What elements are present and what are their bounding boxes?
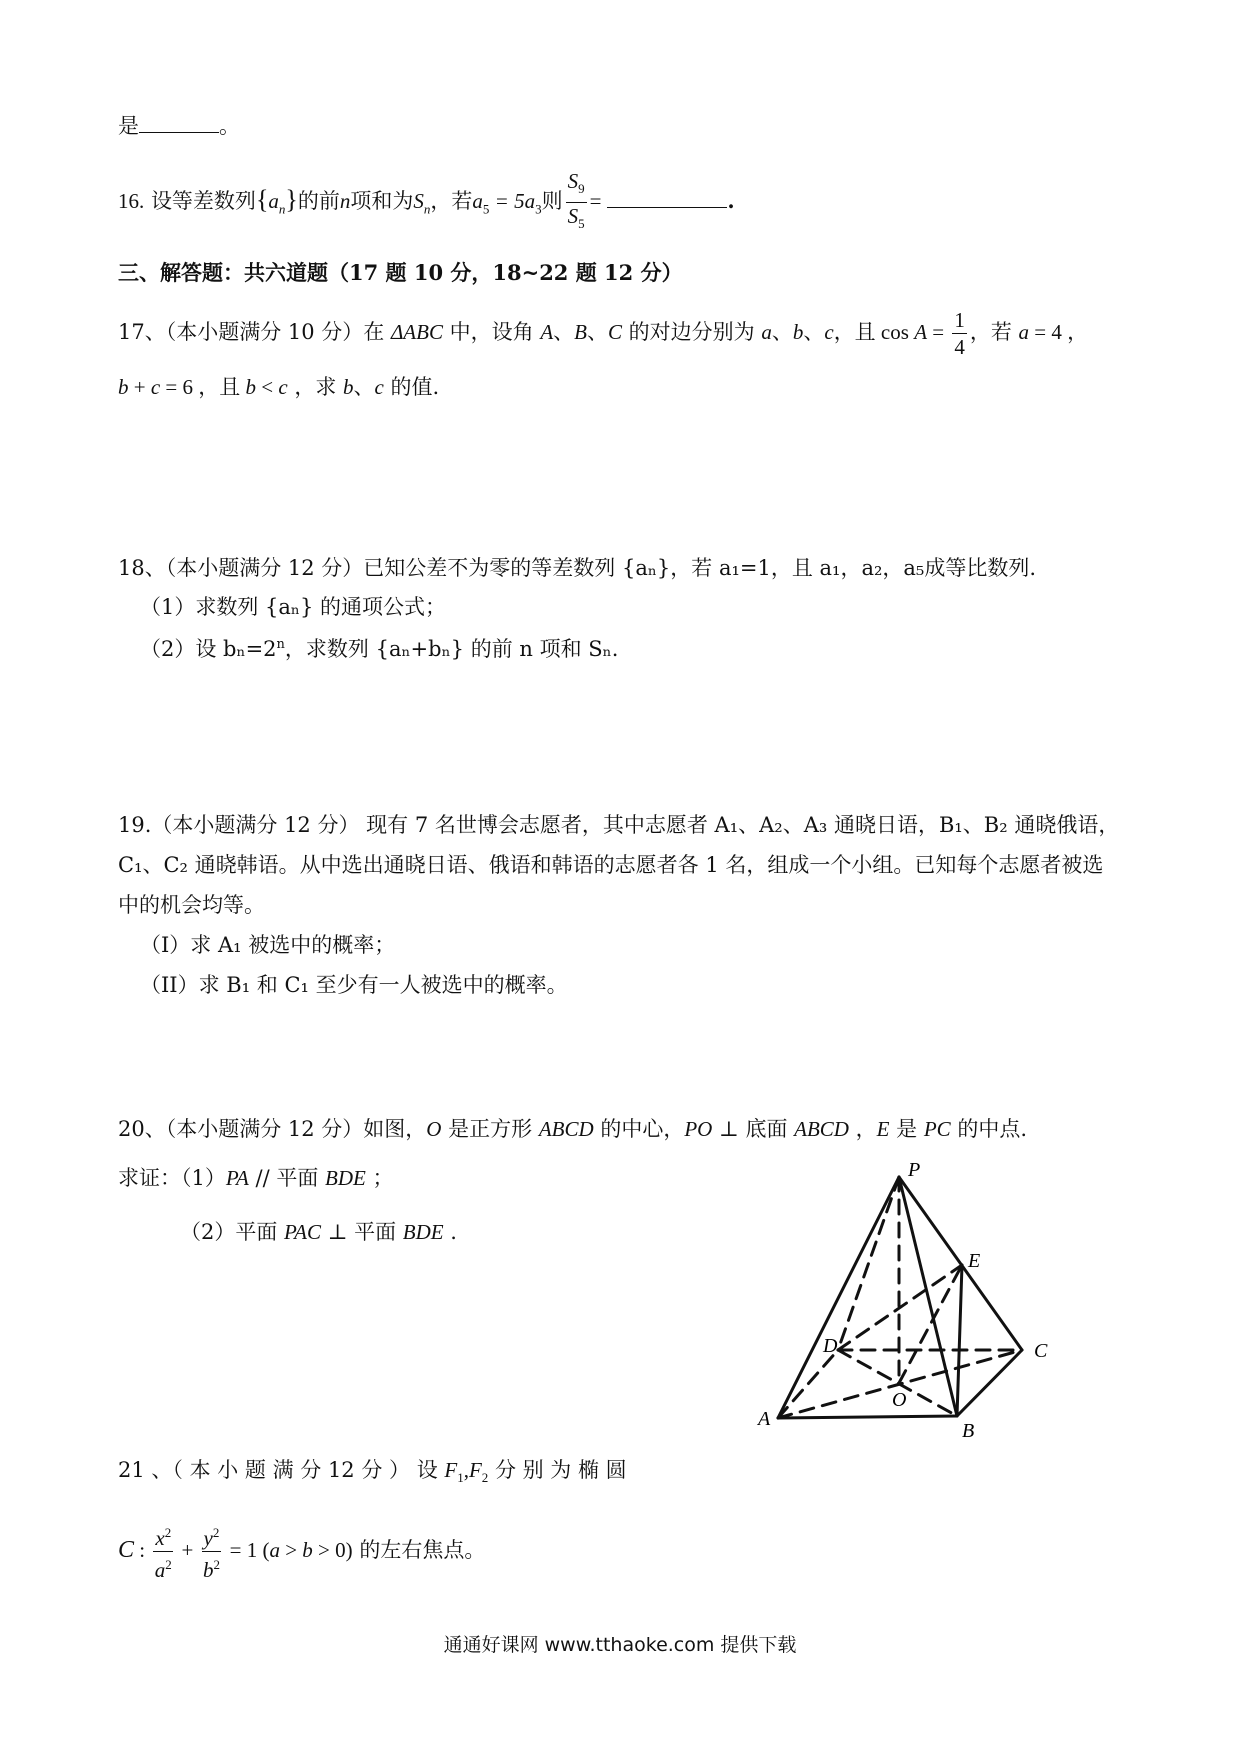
q17-l2-c2: c [278, 375, 288, 399]
q21-F2-sub: 2 [481, 1470, 489, 1486]
q17-l2-sep: 、 [353, 375, 375, 399]
q21-frac-x [153, 1520, 173, 1583]
q18-l3-a: （2）设 bₙ=2 [140, 637, 277, 661]
edge-PD-dashed [838, 1177, 899, 1350]
q20-text-b: 是正方形 [441, 1117, 539, 1141]
q20-text-e: ， [848, 1117, 877, 1141]
question-18-line-1: 18、（本小题满分 12 分）已知公差不为零的等差数列 {aₙ}，若 a₁=1，且 a₁，a₂，a₅成等比数列. [118, 556, 1037, 580]
q16-eq: = [589, 189, 602, 214]
edge-PA [778, 1177, 899, 1418]
q20-BDE-1: BDE [325, 1166, 366, 1190]
q21-b-exp: 2 [213, 1557, 220, 1572]
q20-l3-a: （2）平面 [180, 1220, 285, 1244]
edge-EB [957, 1265, 962, 1416]
q21-colon: : [134, 1538, 151, 1562]
q16-frac-den-sub: 5 [578, 216, 585, 232]
q20-l2-c: ； [365, 1166, 394, 1190]
q21-frac-y [202, 1520, 222, 1583]
q21-y: y [203, 1526, 213, 1550]
q20-O: O [426, 1117, 442, 1141]
q17-B: B [574, 320, 587, 344]
q17-l2-qiu: ，求 [287, 375, 344, 399]
q20-PO: PO [684, 1117, 713, 1141]
edge-OE-dashed [899, 1265, 962, 1383]
label-E: E [968, 1250, 981, 1272]
q20-l3-c: . [443, 1220, 457, 1244]
q20-E: E [876, 1117, 890, 1141]
q20-PA: PA [225, 1166, 249, 1190]
q20-PAC: PAC [284, 1220, 322, 1244]
q21-x-exp: 2 [164, 1525, 172, 1540]
q17-sep1: 、 [553, 320, 575, 344]
question-19-line-1: 19.（本小题满分 12 分） 现有 7 名世博会志愿者，其中志愿者 A₁、A₂、A₃ 通晓日语，B₁、B₂ 通晓俄语， [118, 813, 1120, 837]
q17-l2-eq6: = 6 ，且 [160, 375, 246, 399]
q21-cond-b: b [302, 1538, 313, 1562]
q16-end: . [727, 188, 735, 214]
q21-C: C [118, 1537, 135, 1563]
q16-S: S [413, 189, 424, 214]
q21-plus: + [176, 1538, 199, 1562]
edge-PB [899, 1177, 957, 1416]
q17-sep2: 、 [586, 320, 608, 344]
q21-cond-a: a [269, 1538, 280, 1562]
q16-seq-sub: n [278, 201, 286, 217]
q21-tail: 的左右焦点。 [352, 1538, 486, 1562]
q20-text-a: 20、（本小题满分 12 分）如图， [118, 1117, 427, 1141]
q16-text-5: 则 [541, 189, 563, 214]
q17-cos-num: 1 [954, 308, 965, 332]
q16-frac-num-sub: 9 [578, 181, 585, 197]
question-19-line-4: （I）求 A₁ 被选中的概率； [140, 933, 396, 957]
q17-text-c: 的对边分别为 [622, 320, 762, 344]
q17-a-cond: a [1018, 320, 1030, 344]
label-A: A [758, 1408, 771, 1430]
q21-rhs: = 1 ( [224, 1538, 270, 1562]
q15-suffix: 。 [219, 114, 240, 138]
q17-c: c [824, 320, 834, 344]
q16-cond-mid: = 5a [489, 189, 536, 214]
q16-text-3: 项和为 [350, 189, 414, 214]
q21-F1-sub: 1 [457, 1470, 464, 1486]
q21-gt2: > 0) [312, 1538, 353, 1562]
q21-a: a [154, 1558, 166, 1582]
label-P: P [908, 1159, 921, 1181]
q21-b: b [202, 1558, 214, 1582]
q21-comma: , [463, 1458, 469, 1482]
q17-triangle: ΔABC [390, 320, 443, 344]
q21-F1: F [444, 1458, 458, 1482]
label-O: O [892, 1389, 907, 1411]
q16-number: 16. [118, 189, 145, 214]
edge-AB [778, 1416, 957, 1418]
q16-text-2: 的前 [297, 189, 340, 214]
label-D: D [823, 1335, 838, 1357]
q20-ABCD-1: ABCD [538, 1117, 594, 1141]
q16-frac-num: S [567, 169, 579, 193]
q20-ABCD-2: ABCD [794, 1117, 849, 1141]
q21-y-exp: 2 [212, 1525, 220, 1540]
q17-A2: A [914, 320, 928, 344]
q16-cond-a: a [472, 189, 483, 214]
q17-l2-lt: < [256, 375, 279, 399]
q17-eq: = [927, 320, 950, 344]
q18-l3-sup: n [276, 637, 285, 652]
q17-A: A [540, 320, 554, 344]
q17-text-b: 中，设角 [442, 320, 541, 344]
q16-cond-sub2: 3 [535, 201, 542, 217]
label-C: C [1034, 1340, 1048, 1362]
q20-PC: PC [923, 1117, 951, 1141]
q20-l2-a: 求证：（1） [118, 1166, 226, 1190]
q21-x: x [155, 1526, 165, 1550]
q21-a-exp: 2 [165, 1557, 172, 1572]
label-B: B [962, 1420, 975, 1442]
question-18-line-2: （1）求数列 {aₙ} 的通项公式； [140, 595, 447, 619]
q17-l2-b2: b [245, 375, 257, 399]
section-3-heading: 三、解答题：共六道题（17 题 10 分，18~22 题 12 分） [118, 260, 683, 285]
question-21-line-1 [118, 1455, 627, 1493]
question-21-line-2 [118, 1520, 485, 1583]
question-19-line-2: C₁、C₂ 通晓韩语。从中选出通晓日语、俄语和韩语的志愿者各 1 名，组成一个小组。已知每个志愿者被选 [118, 853, 1104, 877]
q20-text-c: 的中心， [593, 1117, 685, 1141]
q20-text-d: ⊥ 底面 [712, 1117, 795, 1141]
q17-b: b [792, 320, 804, 344]
q16-seq: a [268, 189, 279, 214]
q21-text-a: 21 、（ 本 小 题 满 分 12 分 ） 设 [118, 1458, 445, 1482]
q16-text-1: 设等差数列 [150, 189, 256, 214]
q16-brace-open: { [255, 185, 269, 215]
q21-gt1: > [279, 1538, 303, 1562]
q21-text-b: 分 别 为 椭 圆 [488, 1458, 627, 1482]
q20-l2-b: // 平面 [248, 1166, 326, 1190]
q17-l2-b: b [118, 375, 129, 399]
q17-sep3: 、 [771, 320, 793, 344]
q16-brace-close: } [285, 185, 298, 215]
q17-l2-c3: c [374, 375, 384, 399]
q17-a: a [761, 320, 772, 344]
q20-text-f: 是 [889, 1117, 924, 1141]
q20-text-g: 的中点. [950, 1117, 1028, 1141]
q17-a-val: = 4 ， [1029, 320, 1089, 344]
q17-C: C [607, 320, 622, 344]
q17-l2-plus: + [128, 375, 151, 399]
q17-text-e: ，若 [969, 320, 1019, 344]
q16-S-sub: n [423, 201, 431, 217]
q21-F2: F [468, 1458, 482, 1482]
q17-sep4: 、 [803, 320, 825, 344]
q16-cond-sub1: 5 [482, 201, 490, 217]
q20-BDE-2: BDE [402, 1220, 444, 1244]
q16-frac-den: S [567, 204, 579, 229]
q17-l2-end: 的值. [383, 375, 440, 399]
q17-l2-c: c [150, 375, 161, 399]
q15-prefix: 是 [118, 114, 139, 138]
q17-cos-den: 4 [954, 335, 965, 359]
question-19-line-3: 中的机会均等。 [118, 893, 265, 917]
q20-l3-b: ⊥ 平面 [321, 1220, 403, 1244]
q17-text-d: ，且 cos [833, 320, 915, 344]
footer-source: 通通好课网 www.tthaoke.com 提供下载 [443, 1634, 797, 1656]
question-19-line-5: （II）求 B₁ 和 C₁ 至少有一人被选中的概率。 [140, 973, 568, 997]
q16-text-4: ，若 [430, 189, 473, 214]
q18-l3-b: ，求数列 {aₙ+bₙ} 的前 n 项和 Sₙ. [284, 637, 619, 661]
q16-n: n [339, 189, 351, 214]
q17-l2-b3: b [343, 375, 354, 399]
q17-text-a: 17、（本小题满分 10 分）在 [118, 320, 391, 344]
